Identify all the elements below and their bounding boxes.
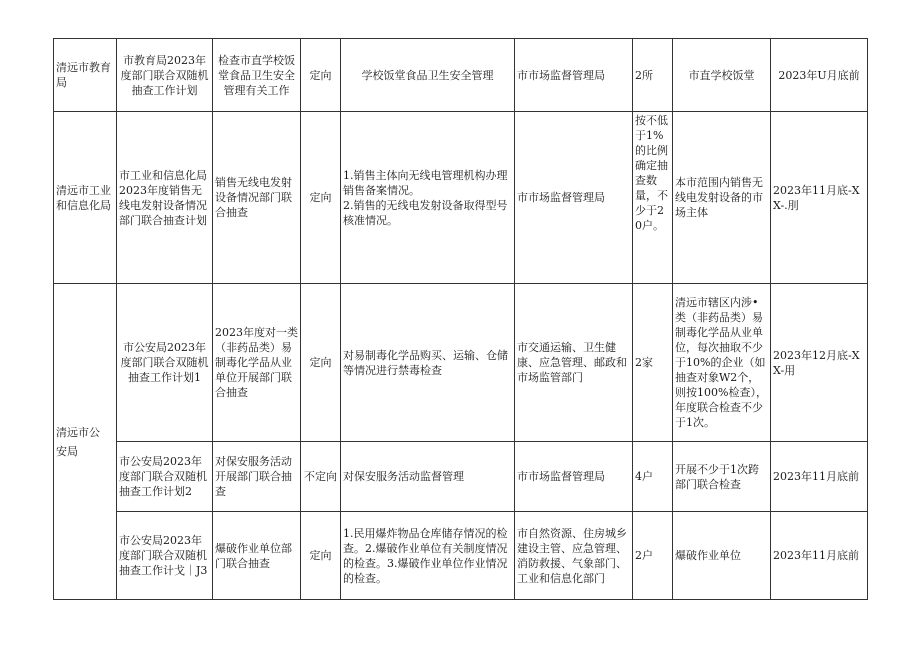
- task-cell: 2023年度对一类（非药品类）易制毒化学品从业单位开展部门联合抽查: [213, 284, 301, 442]
- content-cell: 1.销售主体向无线电管理机构办理销售备案情况。 2.销售的无线电发射设备取得型号核准情况。: [341, 112, 515, 284]
- deadline-cell: 2023年U月底前: [771, 39, 868, 112]
- count-cell: 2所: [633, 39, 673, 112]
- dept-cell: [54, 284, 117, 600]
- content-cell: 学校饭堂食品卫生安全管理: [341, 39, 515, 112]
- count-cell: 4户: [633, 442, 673, 512]
- plan-cell: 市教育局2023年度部门联合双随机抽查工作计划: [117, 39, 213, 112]
- task-cell: 爆破作业单位部门联合抽查: [213, 512, 301, 600]
- plan-cell: 市工业和信息化局2023年度销售无线电发射设备情况部门联合抽查计划: [117, 112, 213, 284]
- dept-cell: 清远市工业和信息化局: [54, 112, 117, 284]
- deadline-cell: 2023年12月底-XX-用: [771, 284, 868, 442]
- deadline-cell: 2023年11月底前: [771, 442, 868, 512]
- mode-cell: 不定向: [301, 442, 341, 512]
- target-cell: 爆破作业单位: [673, 512, 771, 600]
- count-cell: 按不低于1%的比例确定抽查数量，不少于20户。: [633, 112, 673, 284]
- mode-cell: 定向: [301, 512, 341, 600]
- target-cell: 清远市辖区内涉•类（非药品类）易制毒化学品从业单位，每次抽取不少于10%的企业（如抽查对象W2个，则按100%检查），年度联合检查不少于1次。: [673, 284, 771, 442]
- count-cell: 2户: [633, 512, 673, 600]
- table-row: [54, 284, 868, 442]
- dept-text-bottom: 安局: [56, 444, 78, 458]
- mode-cell: 定向: [301, 112, 341, 284]
- target-cell: 市直学校饭堂: [673, 39, 771, 112]
- plan-cell: 市公安局2023年度部门联合双随机抽查工作计划2: [117, 442, 213, 512]
- table-row: [54, 39, 868, 112]
- mode-cell: 定向: [301, 39, 341, 112]
- target-cell: 开展不少于1次跨部门联合检查: [673, 442, 771, 512]
- task-cell: 对保安服务活动开展部门联合抽查: [213, 442, 301, 512]
- table-row: [54, 442, 868, 512]
- mode-cell: 定向: [301, 284, 341, 442]
- task-cell: 检查市直学校饭堂食品卫生安全管理有关工作: [213, 39, 301, 112]
- partners-cell: 市交通运输、卫生健康、应急管理、邮政和市场监管部门: [515, 284, 633, 442]
- partners-cell: 市市场监督管理局: [515, 442, 633, 512]
- partners-cell: 市市场监督管理局: [515, 39, 633, 112]
- dept-cell: 清远市教育局: [54, 39, 117, 112]
- deadline-cell: 2023年11月底前: [771, 512, 868, 600]
- table-row: [54, 112, 868, 284]
- inspection-plan-table: [53, 38, 868, 600]
- content-cell: 对保安服务活动监督管理: [341, 442, 515, 512]
- plan-cell: 市公安局2023年度部门联合双随机抽查工作计戈｜J3: [117, 512, 213, 600]
- content-cell: 对易制毒化学品购买、运输、仓储等情况进行禁毒检查: [341, 284, 515, 442]
- task-cell: 销售无线电发射设备情况部门联合抽查: [213, 112, 301, 284]
- partners-cell: 市自然资源、住房城乡建设主管、应急管理、消防救援、气象部门、工业和信息化部门: [515, 512, 633, 600]
- partners-cell: 市市场监督管理局: [515, 112, 633, 284]
- plan-cell: 市公安局2023年度部门联合双随机抽查工作计划1: [117, 284, 213, 442]
- deadline-cell: 2023年11月底-XX-.刖: [771, 112, 868, 284]
- table-row: [54, 512, 868, 600]
- count-cell: 2家: [633, 284, 673, 442]
- content-cell: 1.民用爆炸物品仓库储存情况的检查。2.爆破作业单位有关制度情况的检查。3.爆破作业单位作业情况的检查。: [341, 512, 515, 600]
- dept-text-top: 清远市公: [56, 425, 100, 439]
- target-cell: 本市范围内销售无线电发射设备的市场主体: [673, 112, 771, 284]
